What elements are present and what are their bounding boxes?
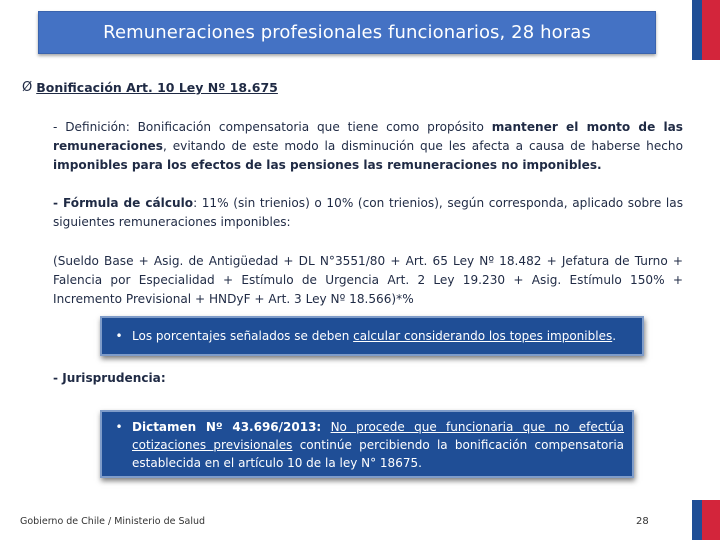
flag-stripe-red-top <box>702 0 720 60</box>
footer-organization: Gobierno de Chile / Ministerio de Salud <box>20 516 206 527</box>
section-heading-label: Bonificación Art. 10 Ley Nº 18.675 <box>36 80 278 95</box>
bullet-icon: • <box>115 329 123 343</box>
section-heading <box>22 80 278 95</box>
formula-paragraph: - Fórmula de cálculo: 11% (sin trienios) o 10% (con trienios), según corresponda, aplicado sobre las siguientes remuneraciones imponibles: <box>53 196 683 229</box>
page-number: 28 <box>636 516 649 527</box>
flag-stripe-blue-top <box>692 0 702 60</box>
definition-paragraph: - Definición: Bonificación compensatoria que tiene como propósito mantener el monto de las remuneraciones, evitando de este modo la disminución que les afecta a causa de haberse hecho imponibles para los efectos de las pensiones las remuneraciones no imponibles. <box>53 120 683 172</box>
callout-topes-text: Los porcentajes señalados se deben calcular considerando los topes imponibles. <box>132 329 617 343</box>
remuneration-items: (Sueldo Base + Asig. de Antigüedad + DL N°3551/80 + Art. 65 Ley Nº 18.482 + Jefatura de Turno + Falencia por Especialidad + Estímulo de Urgencia Art. 2 Ley 19.230 + Asig. Estímulo 150% + Incremento Previsional + HNDyF + Art. 3 Ley Nº 18.566)*% <box>53 254 683 306</box>
formula-lead: - Fórmula de cálculo <box>53 196 194 210</box>
callout-dictamen-text: Dictamen Nº 43.696/2013: No procede que funcionaria que no efectúa cotizaciones previsionales continúe percibiendo la bonificación compensatoria establecida en el artículo 10 de la ley N° 18675. <box>132 420 625 470</box>
flag-stripe-red-bottom <box>702 500 720 540</box>
bullet-icon: • <box>115 420 123 434</box>
arrow-bullet-icon: Ø <box>22 80 33 95</box>
flag-stripe-blue-bottom <box>692 500 702 540</box>
jurisprudencia-label: - Jurisprudencia: <box>53 371 166 385</box>
callout-dictamen <box>100 410 634 478</box>
definition-lead: - Definición <box>53 120 126 134</box>
slide-title: Remuneraciones profesionales funcionarios, 28 horas <box>103 22 591 43</box>
callout-topes <box>100 316 644 356</box>
slide-title-bar <box>38 11 656 54</box>
